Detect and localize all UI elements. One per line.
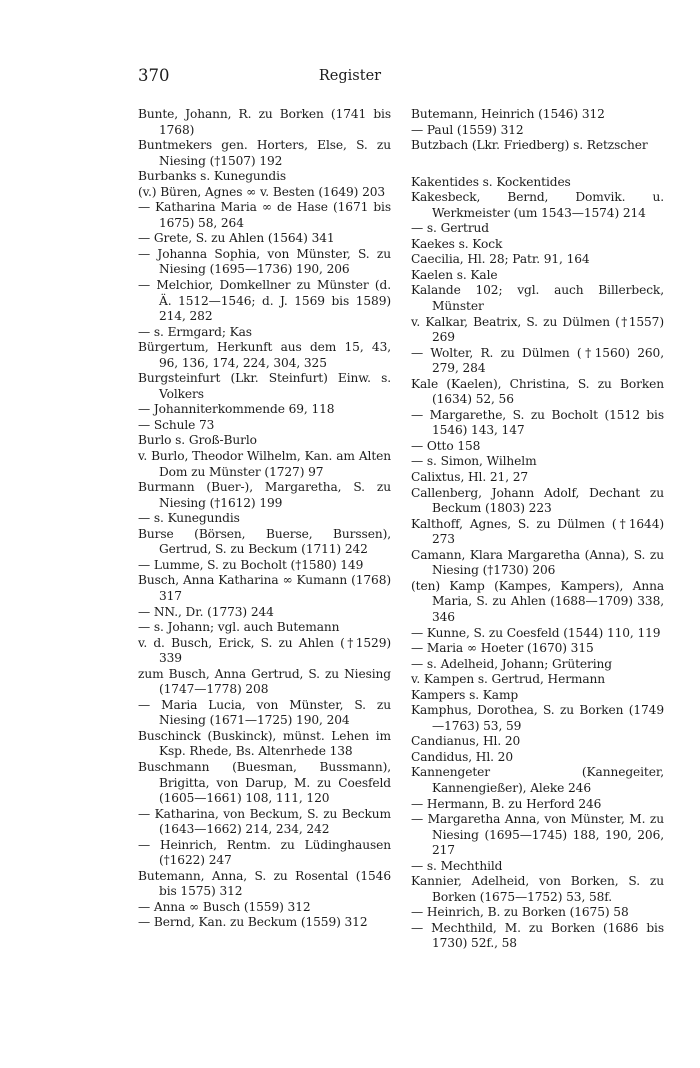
index-entry: — NN., Dr. (1773) 244 [138, 604, 274, 619]
index-entry: — Heinrich, Rentm. zu Lüdinghausen (†1622) 247 [138, 837, 391, 868]
index-entry: Kakesbeck, Bernd, Domvik. u. Werkmeister (um 1543—1574) 214 [411, 190, 664, 220]
letter-section-gap [411, 154, 664, 175]
index-entry: Butzbach (Lkr. Friedberg) s. Retzscher [411, 138, 648, 153]
index-entry: Kampers s. Kamp [411, 687, 519, 702]
index-entry: Kakentides s. Kockentides [411, 174, 571, 189]
index-entry: — s. Adelheid, Johann; Grütering [411, 656, 613, 671]
index-entry: Burgsteinfurt (Lkr. Steinfurt) Einw. s. Volkers [138, 371, 391, 401]
index-entry: — Grete, S. zu Ahlen (1564) 341 [138, 231, 335, 246]
index-entry: Callenberg, Johann Adolf, Dechant zu Beckum (1803) 223 [411, 485, 664, 516]
index-entry: — Otto 158 [411, 438, 481, 453]
index-entry: — Wolter, R. zu Dülmen (†1560) 260, 279, 284 [411, 345, 664, 376]
index-entry: — Lumme, S. zu Bocholt (†1580) 149 [138, 557, 364, 572]
index-entry: Bürgertum, Herkunft aus dem 15, 43, 96, 136, 174, 224, 304, 325 [138, 340, 391, 370]
page-header [0, 66, 700, 90]
index-entry: — s. Ermgard; Kas [138, 324, 252, 339]
running-title: Register [318, 68, 382, 84]
index-entry: Burlo s. Groß-Burlo [138, 433, 257, 448]
right-column [411, 107, 664, 952]
index-entry: — Mechthild, M. zu Borken (1686 bis 1730) 52f., 58 [411, 920, 664, 951]
index-entry: Butemann, Heinrich (1546) 312 [411, 107, 605, 121]
index-entry: Candidus, Hl. 20 [411, 749, 513, 764]
index-entry: Kaekes s. Kock [411, 236, 503, 251]
index-entry: — Paul (1559) 312 [411, 122, 524, 137]
index-entry: — Hermann, B. zu Herford 246 [411, 796, 602, 811]
index-entry: — Johanniterkommende 69, 118 [138, 402, 335, 417]
index-entry: — Margarethe, S. zu Bocholt (1512 bis 1546) 143, 147 [411, 407, 664, 438]
index-entry: — Bernd, Kan. zu Beckum (1559) 312 [138, 915, 368, 930]
index-entry: Calixtus, Hl. 21, 27 [411, 470, 529, 485]
index-entry: — Melchior, Domkellner zu Münster (d. Ä. 1512—1546; d. J. 1569 bis 1589) 214, 282 [138, 278, 391, 324]
index-entry: Kalande 102; vgl. auch Billerbeck, Münster [411, 283, 664, 314]
index-entry: v. d. Busch, Erick, S. zu Ahlen (†1529) 339 [138, 635, 391, 666]
index-entry: Bunte, Johann, R. zu Borken (1741 bis 1768) [138, 107, 391, 137]
index-entry: — s. Simon, Wilhelm [411, 454, 537, 469]
index-entry: v. Kalkar, Beatrix, S. zu Dülmen (†1557) 269 [411, 314, 664, 345]
index-entry: Camann, Klara Margaretha (Anna), S. zu Niesing (†1730) 206 [411, 547, 664, 578]
index-entry: v. Burlo, Theodor Wilhelm, Kan. am Alten Dom zu Münster (1727) 97 [138, 449, 391, 479]
index-entry: Kannengeter (Kannegeiter, Kannengießer), Aleke 246 [411, 765, 664, 795]
index-entry: — Schule 73 [138, 417, 215, 432]
index-entry: (v.) Büren, Agnes ∞ v. Besten (1649) 203 [138, 184, 386, 199]
index-entry: Butemann, Anna, S. zu Rosental (1546 bis 1575) 312 [138, 868, 391, 899]
index-entry: Candianus, Hl. 20 [411, 734, 521, 749]
index-entry: — Heinrich, B. zu Borken (1675) 58 [411, 905, 629, 920]
index-entry: — s. Mechthild [411, 858, 503, 873]
index-entry: — Katharina, von Beckum, S. zu Beckum (1643—1662) 214, 234, 242 [138, 806, 391, 837]
index-entry: (ten) Kamp (Kampes, Kampers), Anna Maria, S. zu Ahlen (1688—1709) 338, 346 [411, 578, 664, 624]
index-entry: — Maria Lucia, von Münster, S. zu Niesing (1671—1725) 190, 204 [138, 697, 391, 728]
index-entry: Buntmekers gen. Horters, Else, S. zu Niesing (†1507) 192 [138, 138, 391, 168]
index-entry: — Margaretha Anna, von Münster, M. zu Niesing (1695—1745) 188, 190, 206, 217 [411, 812, 664, 858]
index-entry: Busch, Anna Katharina ∞ Kumann (1768) 317 [138, 573, 391, 603]
index-entry: Burmann (Buer-), Margaretha, S. zu Niesing (†1612) 199 [138, 480, 391, 510]
index-entry: Caecilia, Hl. 28; Patr. 91, 164 [411, 252, 590, 267]
index-entry: Buschmann (Buesman, Bussmann), Brigitta, von Darup, M. zu Coesfeld (1605—1661) 108, 111, 120 [138, 759, 391, 806]
index-entry: — Katharina Maria ∞ de Hase (1671 bis 1675) 58, 264 [138, 200, 391, 230]
index-entry: Kale (Kaelen), Christina, S. zu Borken (1634) 52, 56 [411, 376, 664, 407]
index-entry: — Maria ∞ Hoeter (1670) 315 [411, 641, 594, 656]
index-entry: Burse (Börsen, Buerse, Burssen), Gertrud, S. zu Beckum (1711) 242 [138, 526, 391, 557]
index-entry: — Anna ∞ Busch (1559) 312 [138, 899, 311, 914]
index-entry: — s. Kunegundis [138, 511, 240, 526]
index-entry: Kamphus, Dorothea, S. zu Borken (1749—1763) 53, 59 [411, 703, 664, 733]
index-entry: — s. Johann; vgl. auch Butemann [138, 620, 340, 635]
index-entry: zum Busch, Anna Gertrud, S. zu Niesing (1747—1778) 208 [138, 666, 391, 697]
index-entry: Kannier, Adelheid, von Borken, S. zu Borken (1675—1752) 53, 58f. [411, 874, 664, 904]
index-entry: Kalthoff, Agnes, S. zu Dülmen (†1644) 273 [411, 516, 664, 547]
index-entry: — s. Gertrud [411, 221, 490, 236]
left-column [138, 107, 391, 931]
index-entry: Buschinck (Buskinck), münst. Lehen im Ksp. Rhede, Bs. Altenrhede 138 [138, 728, 391, 759]
index-entry: — Johanna Sophia, von Münster, S. zu Niesing (1695—1736) 190, 206 [138, 246, 391, 277]
index-entry: Burbanks s. Kunegundis [138, 169, 287, 184]
index-entry: Kaelen s. Kale [411, 267, 498, 282]
index-entry: — Kunne, S. zu Coesfeld (1544) 110, 119 [411, 625, 661, 640]
page-number: 370 [138, 66, 170, 85]
index-entry: v. Kampen s. Gertrud, Hermann [411, 672, 606, 687]
